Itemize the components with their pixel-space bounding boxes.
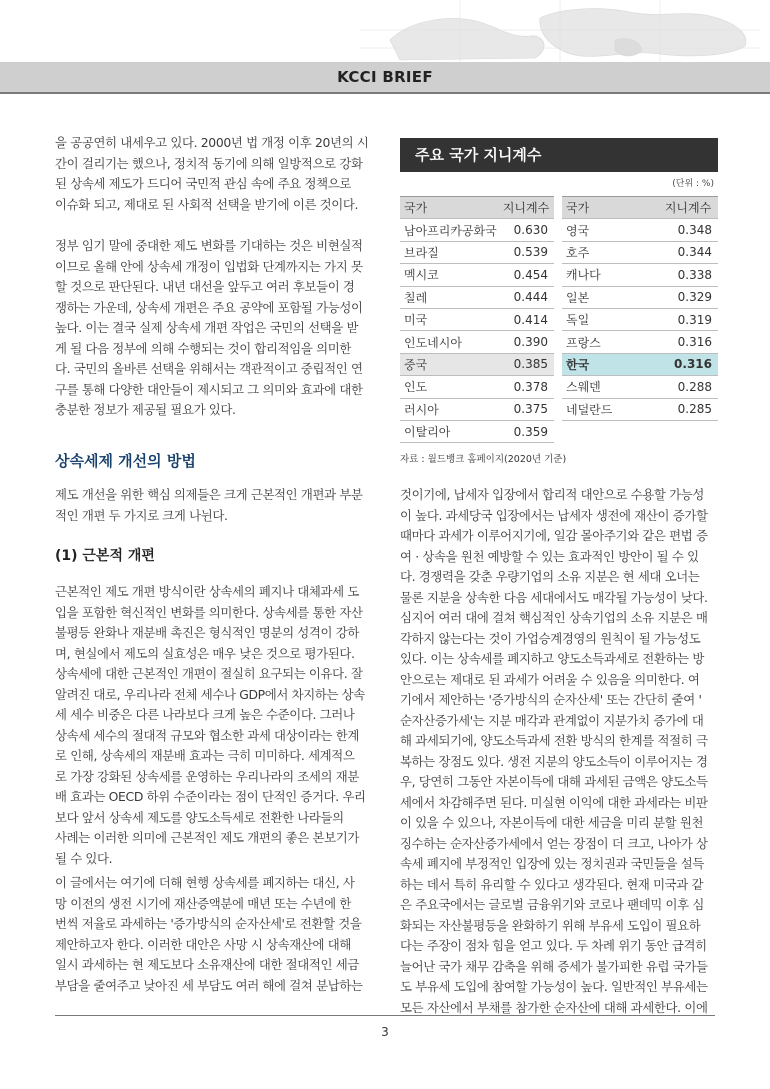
gini-cell: 0.539: [498, 241, 554, 263]
text-line: 심지어 여러 대에 걸쳐 핵심적인 상속기업의 소유 지분은 매: [400, 610, 708, 625]
text-line: 은 주요국에서는 글로벌 금융위기와 코로나 팬데믹 이후 심: [400, 897, 704, 912]
text-line: 된 상속세 제도가 드디어 국민적 관심 속에 주요 정책으로: [55, 176, 351, 191]
text-line: 안으로는 제대로 된 과세가 어려울 수 있음을 의미한다. 여: [400, 671, 700, 687]
country-cell: 러시아: [400, 398, 498, 420]
country-cell: 한국: [562, 353, 658, 375]
text-line: 할 것으로 판단된다. 내년 대선을 앞두고 여러 후보들이 경: [55, 279, 355, 294]
text-line: 제도 개선을 위한 핵심 의제들은 크게 근본적인 개편과 부분: [55, 487, 363, 502]
text-line: 적인 개편 두 가지로 크게 나뉜다.: [55, 507, 228, 523]
text-line: 상속세 세수의 절대적 규모와 협소한 과세 대상이라는 한계: [55, 727, 359, 743]
gini-cell: 0.329: [658, 286, 718, 308]
gini-cell: 0.348: [658, 219, 718, 241]
text-line: 우, 당연히 그동안 자본이득에 대해 과세된 금액은 양도소득: [400, 774, 708, 789]
text-line: 도 부유세 도입에 참여할 가능성이 높다. 일반적인 부유세는: [400, 979, 708, 994]
country-cell: 호주: [562, 241, 658, 263]
paragraph-proposal: [55, 873, 363, 996]
sub-heading: (1) 근본적 개편: [55, 548, 155, 564]
text-line: 여 · 상속을 원천 예방할 수 있는 효과적인 방안이 될 수 있: [400, 548, 699, 564]
table-unit: (단위 : %): [672, 179, 714, 189]
empty-cell: [658, 420, 718, 442]
gini-table: [400, 196, 718, 443]
text-line: 번씩 저율로 과세하는 '증가방식의 순자산세'로 전환할 것을: [55, 916, 362, 931]
text-line: 것이기에, 납세자 입장에서 합리적 대안으로 수용할 가능성: [400, 487, 704, 502]
table-row: [400, 241, 718, 263]
world-map-decoration: [360, 0, 760, 62]
country-cell: 이탈리아: [400, 420, 498, 442]
text-line: 해 과세되기에, 양도소득과세 전환 방식의 한계를 적절히 극: [400, 733, 708, 748]
footer-divider: [55, 1015, 715, 1016]
page-number: 3: [381, 1025, 389, 1039]
text-line: 기에서 제안하는 '증가방식의 순자산세' 또는 간단히 줄여 ': [400, 692, 702, 707]
header-title: KCCI BRIEF: [337, 68, 433, 86]
text-line: 징수하는 순자산증가세에서 얻는 장점이 더 크고, 나아가 상: [400, 835, 708, 851]
gini-cell: 0.385: [498, 353, 554, 375]
header-country-left: 국가: [400, 197, 498, 219]
text-line: 순자산증가세'는 지분 매각과 관계없이 지분가치 증가에 대: [400, 712, 704, 728]
gini-cell: 0.288: [658, 376, 718, 398]
gini-cell: 0.378: [498, 376, 554, 398]
table-row: [400, 420, 718, 442]
text-line: 망 이전의 생전 시기에 재산증액분에 매년 또는 수년에 한: [55, 895, 351, 911]
text-line: 하는 데서 특히 유리할 수 있다고 생각된다. 현재 미국과 같: [400, 876, 704, 892]
country-cell: 영국: [562, 219, 658, 241]
text-line: 속세 폐지에 부정적인 입장에 있는 정치권과 국민들을 설득: [400, 856, 704, 871]
header-divider: [0, 92, 770, 94]
text-line: 세 세수 비중은 다른 나라보다 크게 높은 수준이다. 그러나: [55, 707, 355, 722]
gini-cell: 0.444: [498, 286, 554, 308]
text-line: 구를 통해 다양한 대안들이 제시되고 그 의미와 효과에 대한: [55, 381, 363, 397]
gini-cell: 0.344: [658, 241, 718, 263]
table-row: [400, 353, 718, 375]
gini-cell: 0.375: [498, 398, 554, 420]
text-line: 이 높다. 과세당국 입장에서는 납세자 생전에 재산이 증가할: [400, 507, 708, 523]
text-line: 다. 경쟁력을 갖춘 우량기업의 소유 지분은 현 세대 오너는: [400, 569, 700, 584]
section-heading: 상속세제 개선의 방법: [55, 452, 196, 470]
text-line: 있다. 이는 상속세를 폐지하고 양도소득과세로 전환하는 방: [400, 651, 704, 666]
gini-cell: 0.390: [498, 331, 554, 353]
country-cell: 중국: [400, 353, 498, 375]
text-line: 쟁하는 가운데, 상속세 개편은 주요 공약에 포함될 가능성이: [55, 299, 363, 315]
table-row: [400, 376, 718, 398]
text-line: 상속세에 대한 근본적인 개편이 절실히 요구되는 이유다. 잘: [55, 666, 363, 681]
text-line: 물론 지분을 상속한 다음 세대에서도 매각될 가능성이 낮다.: [400, 589, 708, 605]
table-row: [400, 219, 718, 241]
text-line: 알려진 대로, 우리나라 전체 세수나 GDP에서 차지하는 상속: [55, 686, 365, 702]
text-line: 간이 걸리기는 했으나, 정치적 동기에 의해 일방적으로 강화: [55, 155, 363, 171]
country-cell: 남아프리카공화국: [400, 219, 498, 241]
table-header-row: [400, 197, 718, 219]
table-row: [400, 264, 718, 286]
table-source: 자료 : 월드뱅크 홈페이지(2020년 기준): [400, 454, 567, 465]
gini-cell: 0.316: [658, 353, 718, 375]
table-title: 주요 국가 지니계수: [415, 146, 542, 164]
text-line: 로 인해, 상속세의 재분배 효과는 극히 미미하다. 세계적으: [55, 748, 355, 763]
text-line: 며, 현실에서 제도의 실효성은 매우 낮은 것으로 평가된다.: [55, 645, 355, 661]
text-line: 높다. 이는 결국 실제 상속세 개편 작업은 국민의 선택을 받: [55, 320, 359, 335]
text-line: 이슈화 되고, 제대로 된 사회적 선택을 받기에 이른 것이다.: [55, 196, 359, 212]
text-line: 입을 포함한 혁신적인 변화를 의미한다. 상속세를 통한 자산: [55, 604, 363, 620]
country-cell: 프랑스: [562, 331, 658, 353]
gini-cell: 0.414: [498, 308, 554, 330]
text-line: 화되는 자산불평등을 완화하기 위해 부유세 도입이 필요하: [400, 917, 701, 933]
table-row: [400, 308, 718, 330]
country-cell: 브라질: [400, 241, 498, 263]
header-gini-left: 지니계수: [498, 197, 554, 219]
text-line: 모든 자산에서 부채를 참가한 순자산에 대해 과세한다. 이에: [400, 999, 708, 1015]
text-line: 을 공공연히 내세우고 있다. 2000년 법 개정 이후 20년의 시: [55, 135, 369, 150]
country-cell: 스웨덴: [562, 376, 658, 398]
text-line: 충분한 정보가 제공될 필요가 있다.: [55, 402, 236, 417]
right-column-paragraph: [400, 485, 708, 1018]
paragraph-reform-types: [55, 485, 363, 526]
country-cell: 멕시코: [400, 264, 498, 286]
text-line: 때마다 과세가 이루어지기에, 일감 몰아주기와 같은 편법 증: [400, 528, 708, 543]
text-line: 이 글에서는 여기에 더해 현행 상속세를 폐지하는 대신, 사: [55, 875, 355, 890]
country-cell: 독일: [562, 308, 658, 330]
country-cell: 일본: [562, 286, 658, 308]
text-line: 복하는 장점도 있다. 생전 지분의 양도소득이 이루어지는 경: [400, 753, 708, 769]
text-line: 게 될 다음 정부에 의해 수행되는 것이 합리적임을 의미한: [55, 340, 351, 356]
gini-cell: 0.630: [498, 219, 554, 241]
country-cell: 칠레: [400, 286, 498, 308]
country-cell: 미국: [400, 308, 498, 330]
header-gini-right: 지니계수: [658, 197, 718, 219]
table-row: [400, 286, 718, 308]
empty-cell: [562, 420, 658, 442]
text-line: 배 효과는 OECD 하위 수준이라는 점이 단적인 증거다. 우리: [55, 789, 366, 804]
country-cell: 네덜란드: [562, 398, 658, 420]
text-line: 다. 국민의 올바른 선택을 위해서는 객관적이고 중립적인 연: [55, 361, 363, 376]
text-line: 정부 임기 말에 중대한 제도 변화를 기대하는 것은 비현실적: [55, 238, 363, 253]
table-row: [400, 331, 718, 353]
text-line: 다는 주장이 점차 힘을 얻고 있다. 두 차례 위기 동안 급격히: [400, 938, 707, 953]
gini-cell: 0.319: [658, 308, 718, 330]
gini-cell: 0.359: [498, 420, 554, 442]
text-line: 로 가장 강화된 상속세를 운영하는 우리나라의 조세의 재분: [55, 768, 359, 784]
text-line: 제안하고자 한다. 이러한 대안은 사망 시 상속재산에 대해: [55, 936, 351, 952]
gini-cell: 0.338: [658, 264, 718, 286]
text-line: 근본적인 제도 개편 방식이란 상속세의 폐지나 대체과세 도: [55, 584, 359, 599]
text-line: 사례는 이러한 의미에 근본적인 제도 개편의 좋은 본보기가: [55, 830, 359, 845]
intro-paragraph: [55, 133, 368, 215]
text-line: 부담을 줄여주고 낮아진 세 부담도 여러 해에 걸쳐 분납하는: [55, 977, 363, 993]
text-line: 이 있을 수 있으나, 자본이득에 대한 세금을 미리 분할 원천: [400, 815, 704, 830]
table-row: [400, 398, 718, 420]
gini-cell: 0.454: [498, 264, 554, 286]
gini-cell: 0.316: [658, 331, 718, 353]
header-country-right: 국가: [562, 197, 658, 219]
text-line: 보다 앞서 상속세 제도를 양도소득세로 전환한 나라들의: [55, 809, 344, 825]
text-line: 각하지 않는다는 것이 가업승계경영의 원칙이 될 가능성도: [400, 630, 701, 646]
country-cell: 인도네시아: [400, 331, 498, 353]
text-line: 일시 과세하는 현 제도보다 소유재산에 대한 절대적인 세금: [55, 957, 359, 972]
text-line: 늘어난 국가 채무 감축을 위해 증세가 불가피한 유럽 국가들: [400, 958, 708, 974]
text-line: 이므로 올해 안에 상속세 개정이 입법화 단계까지는 가지 못: [55, 258, 363, 274]
paragraph-election: [55, 236, 363, 421]
paragraph-fundamental-reform: [55, 582, 366, 869]
text-line: 세에서 차감해주면 된다. 미실현 이익에 대한 과세라는 비판: [400, 794, 708, 810]
text-line: 될 수 있다.: [55, 850, 113, 866]
text-line: 불평등 완화나 재분배 촉진은 형식적인 명분의 성격이 강하: [55, 625, 359, 640]
gini-cell: 0.285: [658, 398, 718, 420]
country-cell: 인도: [400, 376, 498, 398]
country-cell: 캐나다: [562, 264, 658, 286]
